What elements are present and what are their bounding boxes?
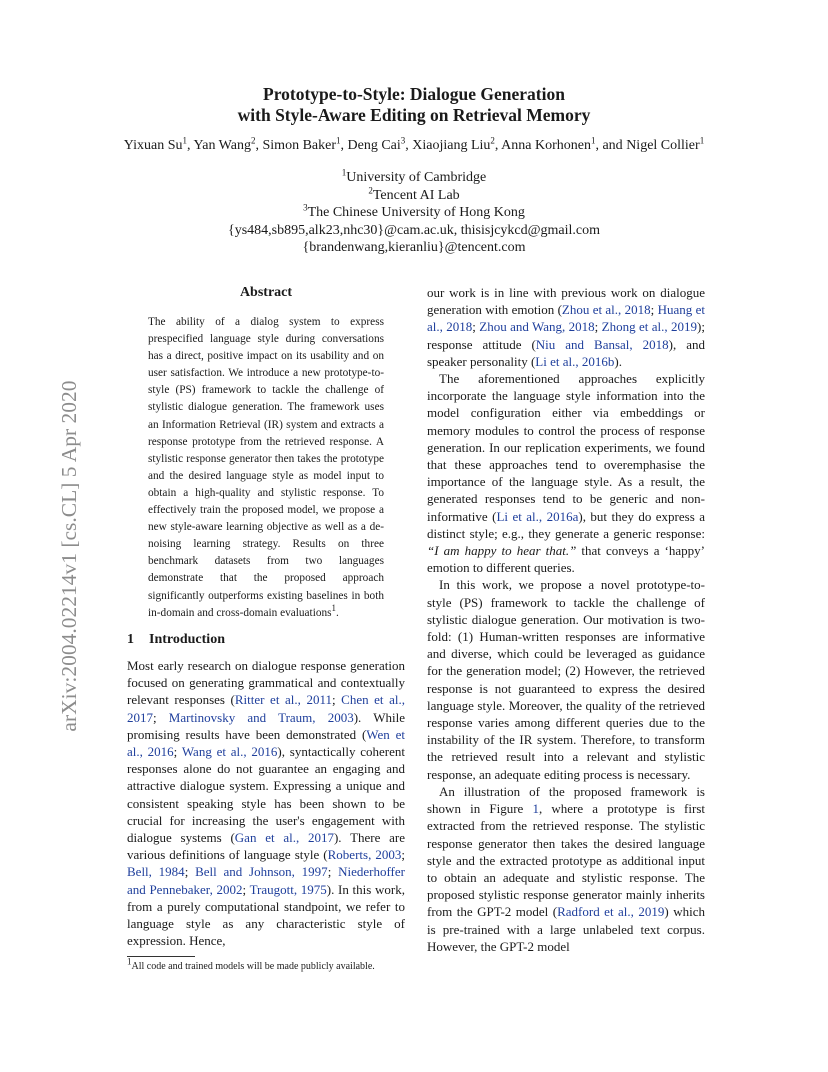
author-affiliation-mark: 3 xyxy=(400,135,406,146)
paragraph xyxy=(427,783,705,955)
footnote-number: 1 xyxy=(127,956,132,967)
text-run: ; xyxy=(184,864,196,880)
text-run: ; xyxy=(173,744,182,760)
text-run: ; xyxy=(242,881,250,897)
text-run: ; xyxy=(472,319,480,335)
author-name: Deng Cai xyxy=(347,138,401,153)
citation-link[interactable]: Wang et al., 2016 xyxy=(181,744,278,760)
citation-link[interactable]: Roberts, 2003 xyxy=(327,847,402,863)
text-run: ); response attitude ( xyxy=(427,319,705,352)
citation-link[interactable]: Zhou et al., 2018 xyxy=(561,302,651,318)
email-line-1: {ys484,sb895,alk23,nhc30}@cam.ac.uk, thisisjcykcd@gmail.com xyxy=(227,222,601,238)
right-column-body xyxy=(427,284,705,955)
author-name: Nigel Collier xyxy=(626,138,700,153)
citation-link[interactable]: Zhong et al., 2019 xyxy=(601,319,698,335)
affiliation-name: Tencent AI Lab xyxy=(372,187,460,203)
left-column-body xyxy=(127,657,405,949)
author-affiliation-mark: 1 xyxy=(182,135,188,146)
citation-link[interactable]: Chen et al., 2017 xyxy=(127,692,405,725)
author-affiliation-mark: 1 xyxy=(336,135,341,146)
paragraph xyxy=(127,657,405,949)
section-title: Introduction xyxy=(149,632,225,647)
text-run: The aforementioned approaches explicitly incorporate the language style information into the model configuration either via embeddings or memory modules to control the process of response generation. In our replication experiments, we found that these approaches tend to overemphasise the importance of the language style. As a result, the generated responses tend to be generic and non-informative ( xyxy=(427,371,705,524)
author-affiliation-mark: 2 xyxy=(251,135,256,146)
citation-link[interactable]: Zhou and Wang, 2018 xyxy=(479,319,595,335)
citation-link[interactable]: Bell, 1984 xyxy=(127,864,185,880)
author-separator: , xyxy=(340,138,348,153)
citation-link[interactable]: Radford et al., 2019 xyxy=(557,904,665,920)
text-run: ) which is pre-trained with a large unlabeled text corpus. However, the GPT-2 model xyxy=(427,904,705,954)
text-run: ; xyxy=(401,847,405,863)
citation-link[interactable]: Li et al., 2016a xyxy=(496,508,579,524)
affiliation-lines xyxy=(0,169,828,222)
affiliation-line xyxy=(0,184,828,205)
author-name: Yan Wang xyxy=(193,138,251,153)
author-separator: , xyxy=(405,138,413,153)
footnote-marker[interactable]: 1 xyxy=(331,602,337,613)
affiliation-number: 2 xyxy=(368,184,373,195)
author-separator: , xyxy=(494,138,502,153)
author-affiliation-mark: 2 xyxy=(490,135,495,146)
text-run: ). xyxy=(614,353,622,369)
citation-link[interactable]: Gan et al., 2017 xyxy=(234,830,334,846)
abstract-text: The ability of a dialog system to express prespecified language style during conversations has a direct, positive impact on its usability and on user satisfaction. We introduce a new prototype-to-style (PS) framework to tackle the challenge of stylistic dialogue generation. The framework uses an Information Retrieval (IR) system and extracts a response prototype from the retrieved response. A stylistic response generator then takes the prototype and the desired language style as model input to obtain a high-quality and stylistic response. To effectively train the proposed model, we propose a new style-aware learning objective as well as a de-noising learning strategy. Results on three benchmark datasets from two languages demonstrate that the proposed approach significantly outperforms existing baselines in both in-domain and cross-domain evaluations xyxy=(148,316,384,619)
text-run: ), syntactically coherent responses alone do not guarantee an engaging and attractive dialogue system. Expressing a unique and consistent speaking style has been shown to be crucial for increasing the user's engagement with dialogue systems ( xyxy=(127,744,405,846)
affiliation-name: The Chinese University of Hong Kong xyxy=(307,205,525,221)
affiliation-number: 3 xyxy=(303,202,308,213)
paragraph xyxy=(427,370,705,576)
author-separator: , and xyxy=(595,138,627,153)
citation-link[interactable]: Bell and Johnson, 1997 xyxy=(195,864,328,880)
paragraph xyxy=(427,284,705,370)
affiliation-block xyxy=(0,169,828,257)
affiliation-line xyxy=(0,169,828,187)
quoted-example: “I am happy to hear that.” xyxy=(427,543,577,559)
affiliation-number: 1 xyxy=(341,167,347,178)
footnote-rule xyxy=(127,956,195,957)
affiliation-line xyxy=(0,204,828,222)
abstract-heading: Abstract xyxy=(239,285,293,300)
paragraph xyxy=(427,576,705,782)
author-name: Anna Korhonen xyxy=(501,138,591,153)
footnote-text: All code and trained models will be made publicly available. xyxy=(131,961,375,972)
citation-link[interactable]: Martinovsky and Traum, 2003 xyxy=(168,709,354,725)
text-run: our work is in line with previous work on dialogue generation with emotion ( xyxy=(427,285,705,318)
affiliation-name: University of Cambridge xyxy=(346,170,487,185)
text-run: ). While promising results have been demonstrated ( xyxy=(127,709,405,742)
citation-link[interactable]: 1 xyxy=(532,801,539,817)
text-run: An illustration of the proposed framework is shown in Figure xyxy=(427,783,705,817)
author-name: Simon Baker xyxy=(262,138,336,153)
text-run: ), and speaker personality ( xyxy=(427,336,705,369)
text-run: In this work, we propose a novel prototype-to-style (PS) framework to tackle the challenge of stylistic dialogue generation. Our motivation is two-fold: (1) Human-written responses are informative and diverse, which could be leveraged as guidance for the generation model; (2) However, the retrieved response is not guaranteed to express the desired language style. Moreover, the quality of the retrieved response varies among different queries due to the instability of the IR system. Therefore, to transform the retrieved result into a relevant and stylistic response, an adequate editing process is necessary. xyxy=(427,577,705,782)
footnote xyxy=(127,956,427,973)
author-name: Xiaojiang Liu xyxy=(412,138,491,153)
text-run: ; xyxy=(331,692,342,708)
text-run: ; xyxy=(327,864,339,880)
citation-link[interactable]: Huang et al., 2018 xyxy=(427,302,705,335)
author-list xyxy=(0,137,828,155)
author-name: Yixuan Su xyxy=(123,138,183,153)
citation-link[interactable]: Niu and Bansal, 2018 xyxy=(535,336,669,352)
citation-link[interactable]: Li et al., 2016b xyxy=(535,353,615,369)
text-run: ). There are various definitions of language style ( xyxy=(127,830,406,863)
author-separator: , xyxy=(187,138,194,153)
text-run: ; xyxy=(594,319,602,335)
text-run: , where a prototype is first extracted from the retrieved response. The stylistic response generator then takes the desired language style and the extracted prototype as additional input to obtain an adequate and stylistic response. The proposed stylistic response generator mainly inherits from the GPT-2 model ( xyxy=(427,801,705,920)
citation-link[interactable]: Traugott, 1975 xyxy=(249,881,327,897)
text-run: that conveys a ‘happy’ emotion to different queries. xyxy=(427,543,705,576)
citation-link[interactable]: Niederhoffer and Pennebaker, 2002 xyxy=(127,864,405,897)
arxiv-stamp: arXiv:2004.02214v1 [cs.CL] 5 Apr 2020 xyxy=(57,380,81,732)
citation-link[interactable]: Ritter et al., 2011 xyxy=(234,692,332,708)
paper-title-line-2: with Style-Aware Editing on Retrieval Memory xyxy=(237,105,591,125)
author-affiliation-mark: 1 xyxy=(699,135,705,146)
text-run: Most early research on dialogue response generation focused on generating grammatical and contextually relevant responses ( xyxy=(127,658,405,708)
text-run: ), but they do express a distinct style; e.g., they generate a generic response: xyxy=(427,508,705,541)
paper-title xyxy=(0,84,828,126)
citation-link[interactable]: Wen et al., 2016 xyxy=(127,726,405,760)
text-run: ). In this work, from a purely computational standpoint, we refer to language style as any characteristic style of expression. Hence, xyxy=(127,881,405,949)
paper-title-line-1: Prototype-to-Style: Dialogue Generation xyxy=(263,84,565,104)
text-run: ; xyxy=(650,302,658,318)
text-run: ; xyxy=(153,709,169,725)
author-affiliation-mark: 1 xyxy=(590,135,596,146)
section-number: 1 xyxy=(127,632,134,647)
author-separator: , xyxy=(255,138,263,153)
email-line-2: {brandenwang,kieranliu}@tencent.com xyxy=(302,240,526,256)
abstract-body: The ability of a dialog system to express prespecified language style during conversations has a direct, positive impact on its usability and on user satisfaction. We introduce a new prototype-to-style (PS) framework to tackle the challenge of stylistic dialogue generation. The framework uses an Information Retrieval (IR) system and extracts a response prototype from the retrieved response. A stylistic response generator then takes the prototype and the desired language style as model input to obtain a high-quality and stylistic response. To effectively train the proposed model, we propose a new style-aware learning objective as well as a de-noising learning strategy. Results on three benchmark datasets from two languages demonstrate that the proposed approach significantly outperforms existing baselines in both in-domain and cross-domain evaluations$^1$. xyxy=(148,316,384,619)
section-heading-introduction xyxy=(127,631,225,649)
